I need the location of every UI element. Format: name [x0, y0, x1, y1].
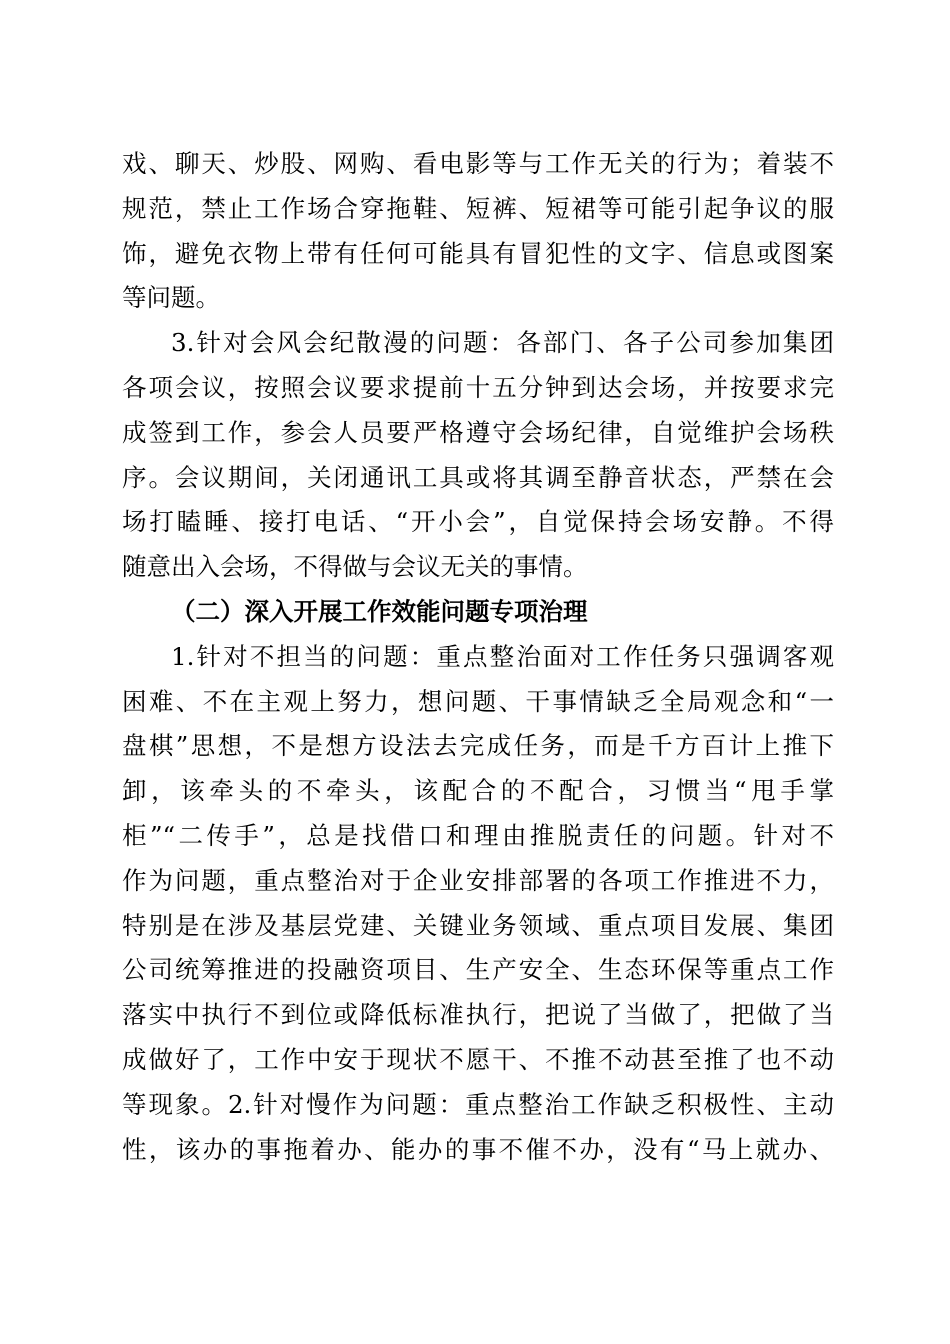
paragraph-conduct-dress: [122, 142, 834, 321]
text-line: 性，该办的事拖着办、能办的事不催不办，没有“马上就办、: [122, 1134, 834, 1164]
text-line: 柜”“二传手”，总是找借口和理由推脱责任的问题。针对不: [122, 820, 834, 850]
text-line: 规范，禁止工作场合穿拖鞋、短裤、短裙等可能引起争议的服: [122, 193, 834, 223]
text-line: 成做好了，工作中安于现状不愿干、不推不动甚至推了也不动: [122, 1044, 834, 1074]
text-line: 戏、聊天、炒股、网购、看电影等与工作无关的行为；着装不: [122, 149, 834, 178]
text-line: 3.针对会风会纪散漫的问题：各部门、各子公司参加集团: [171, 328, 834, 358]
text-line: 各项会议，按照会议要求提前十五分钟到达会场，并按要求完: [122, 372, 834, 402]
text-line: 困难、不在主观上努力，想问题、干事情缺乏全局观念和“一: [122, 686, 834, 716]
text-line: 饰，避免衣物上带有任何可能具有冒犯性的文字、信息或图案: [122, 238, 834, 268]
text-line: 随意出入会场，不得做与会议无关的事情。: [122, 552, 588, 582]
text-line: 卸，该牵头的不牵头，该配合的不配合，习惯当“甩手掌: [122, 776, 834, 806]
text-line: 1.针对不担当的问题：重点整治面对工作任务只强调客观: [171, 641, 834, 671]
text-line: 等现象。2.针对慢作为问题：重点整治工作缺乏积极性、主动: [122, 1089, 834, 1119]
section-heading: （二）深入开展工作效能问题专项治理: [171, 596, 588, 626]
text-line: 序。会议期间，关闭通讯工具或将其调至静音状态，严禁在会: [122, 462, 834, 492]
text-line: 场打瞌睡、接打电话、“开小会”，自觉保持会场安静。不得: [122, 507, 834, 537]
text-line: 作为问题，重点整治对于企业安排部署的各项工作推进不力，: [122, 865, 834, 895]
text-line: 成签到工作，参会人员要严格遵守会场纪律，自觉维护会场秩: [122, 417, 834, 447]
text-line: 特别是在涉及基层党建、关键业务领域、重点项目发展、集团: [122, 910, 834, 940]
paragraph-work-efficiency: [122, 635, 834, 1173]
text-line: 落实中执行不到位或降低标准执行，把说了当做了，把做了当: [122, 1000, 834, 1030]
text-line: 公司统筹推进的投融资项目、生产安全、生态环保等重点工作: [122, 955, 834, 985]
document-body: [122, 142, 834, 1172]
text-line: 等问题。: [122, 283, 220, 313]
text-line: 盘棋”思想，不是想方设法去完成任务，而是千方百计上推下: [122, 731, 834, 761]
paragraph-meeting-discipline: [122, 321, 834, 590]
